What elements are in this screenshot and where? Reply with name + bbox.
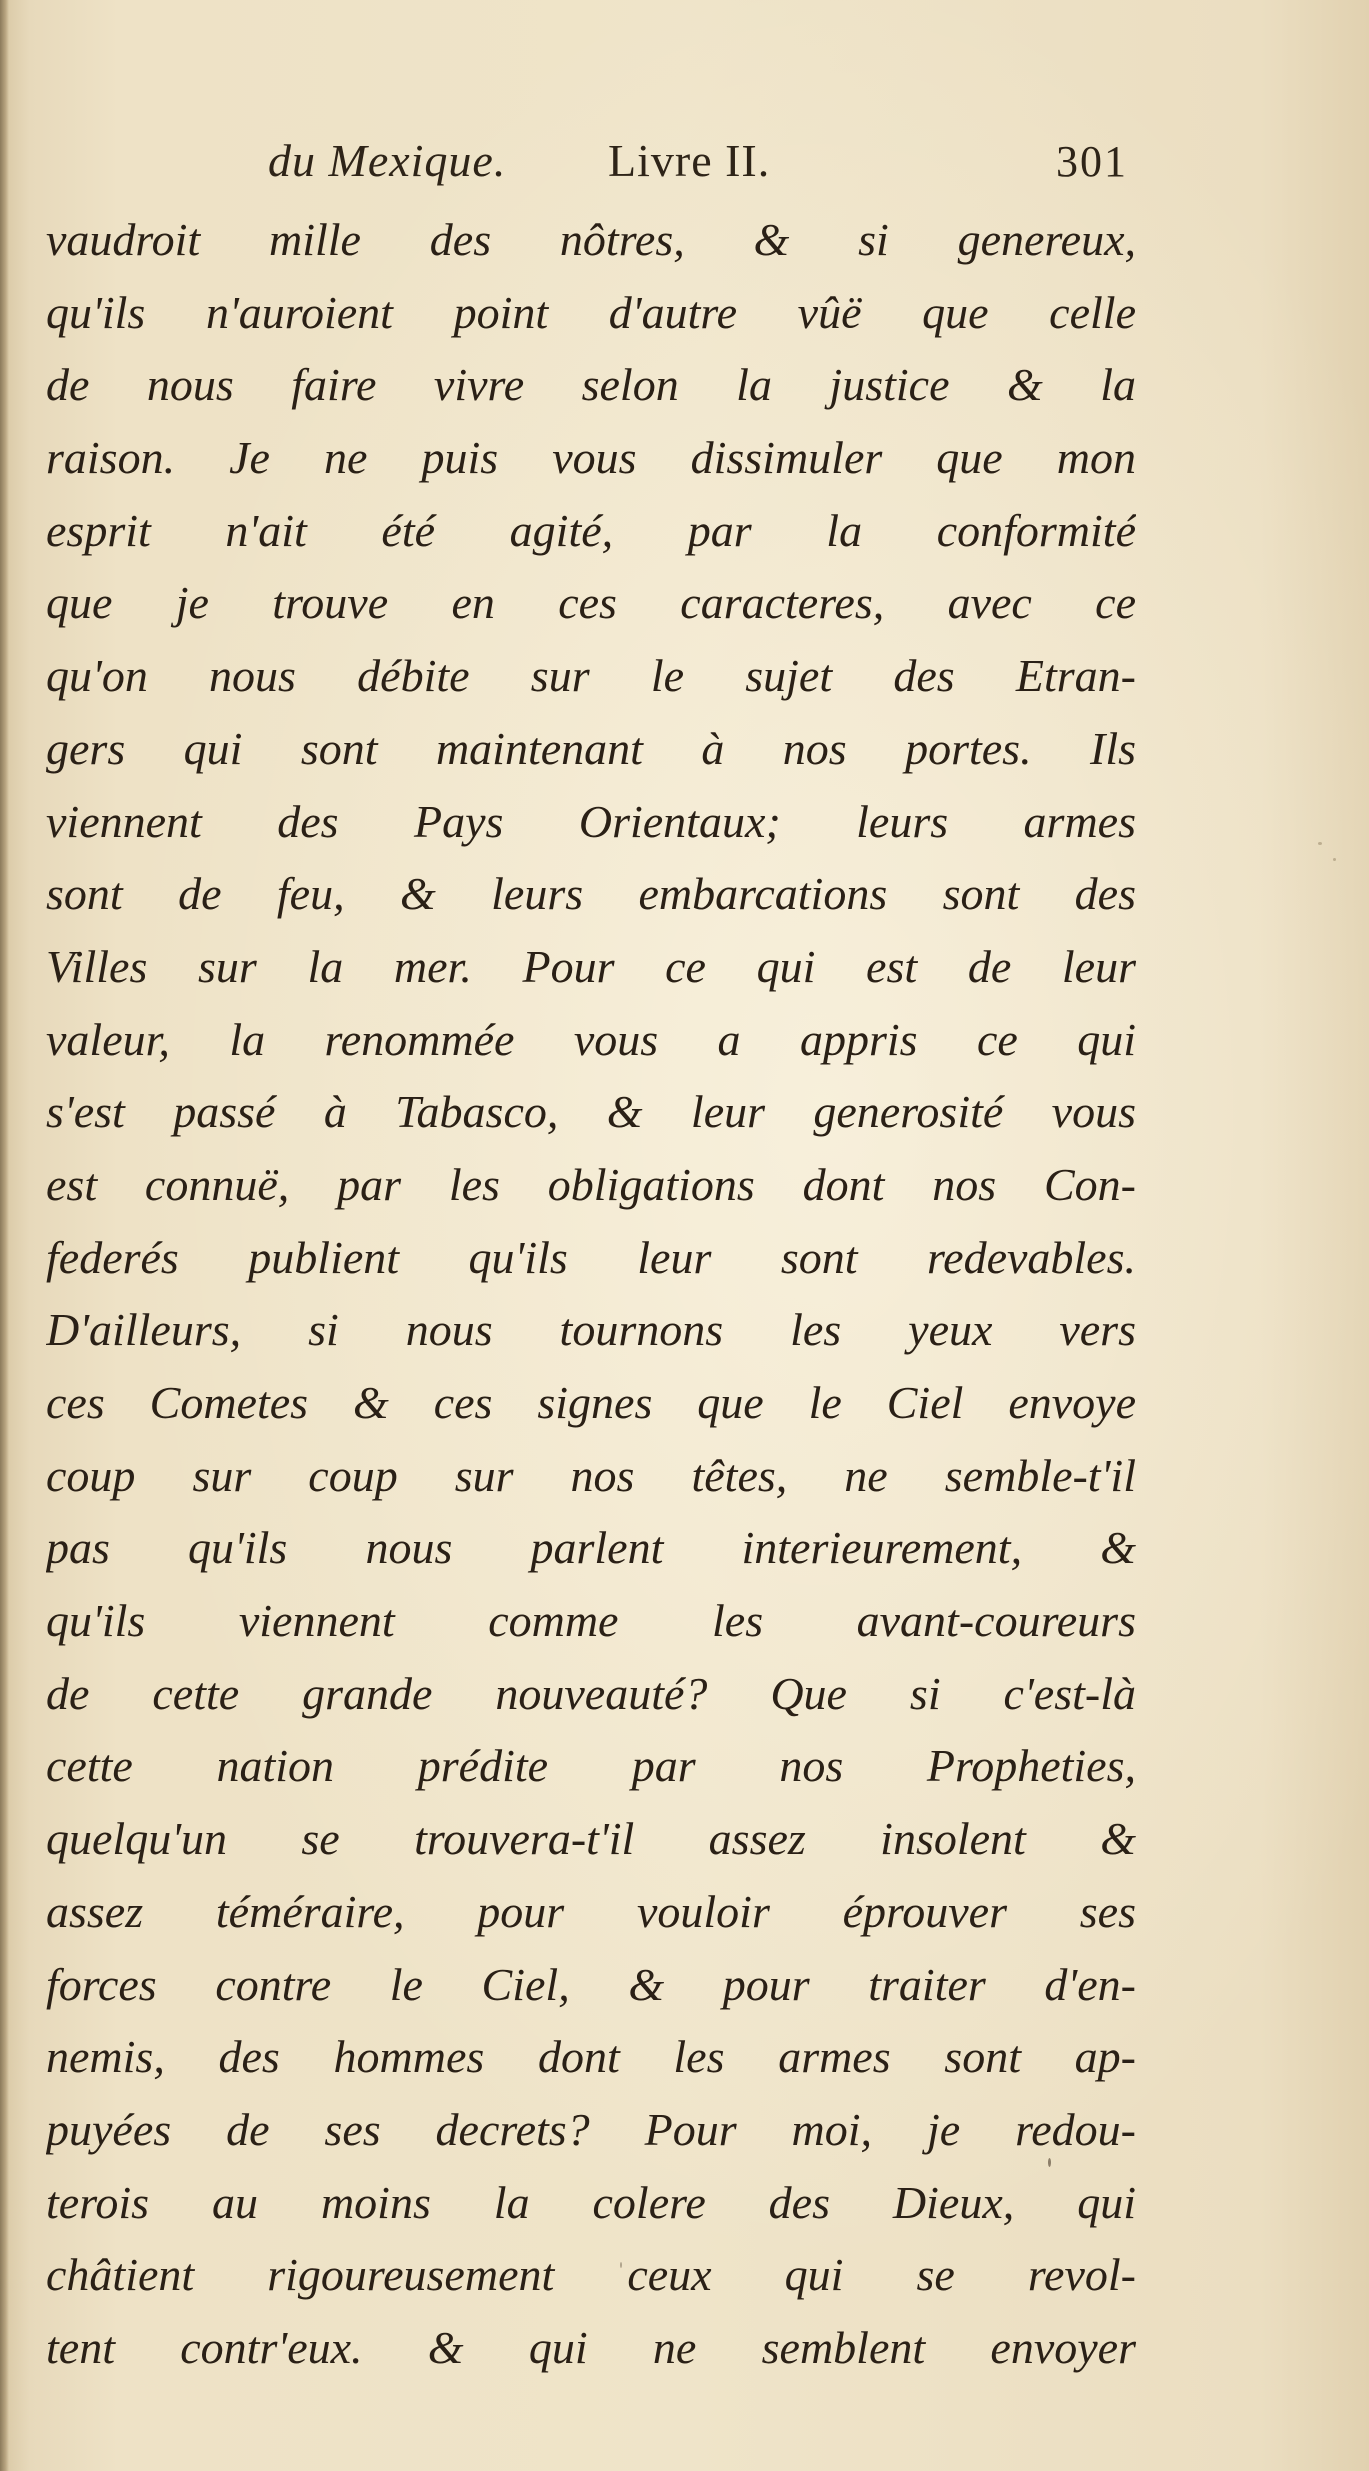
text-line: qu'ils n'auroient point d'autre vûë que celle — [46, 286, 1136, 338]
book-label: Livre II. — [608, 135, 771, 186]
body-text — [46, 204, 1136, 2385]
text-line: qu'ils viennent comme les avant-coureurs — [46, 1595, 1136, 1647]
text-line: esprit n'ait été agité, par la conformité — [46, 504, 1136, 556]
text-line: forces contre le Ciel, & pour traiter d'en- — [46, 1958, 1136, 2010]
text-line: Villes sur la mer. Pour ce qui est de leur — [46, 940, 1136, 992]
text-line: que je trouve en ces caracteres, avec ce — [46, 577, 1136, 629]
text-line: châtient rigoureusement ceux qui se revol- — [46, 2249, 1136, 2301]
text-line: gers qui sont maintenant à nos portes. Ils — [46, 722, 1136, 774]
text-line: valeur, la renommée vous a appris ce qui — [46, 1013, 1136, 1065]
text-line: coup sur coup sur nos têtes, ne semble-t'il — [46, 1449, 1136, 1501]
text-line: qu'on nous débite sur le sujet des Etran- — [46, 650, 1136, 702]
text-line: s'est passé à Tabasco, & leur generosité vous — [46, 1086, 1136, 1138]
text-line: terois au moins la colere des Dieux, qui — [46, 2176, 1136, 2228]
text-line: ces Cometes & ces signes que le Ciel envoye — [46, 1377, 1136, 1428]
text-line: de nous faire vivre selon la justice & la — [46, 359, 1136, 411]
text-line: quelqu'un se trouvera-t'il assez insolent & — [46, 1813, 1136, 1865]
text-line: sont de feu, & leurs embarcations sont des — [46, 868, 1136, 920]
text-line: de cette grande nouveauté? Que si c'est-là — [46, 1667, 1136, 1719]
text-line: federés publient qu'ils leur sont redevables. — [46, 1231, 1136, 1283]
text-line: vaudroit mille des nôtres, & si genereux, — [46, 214, 1136, 265]
text-line: pas qu'ils nous parlent interieurement, & — [46, 1522, 1136, 1574]
running-title: du Mexique. — [268, 135, 507, 186]
text-line: tent contr'eux. & qui ne semblent envoyer — [46, 2321, 1136, 2373]
text-line: est connuë, par les obligations dont nos Con- — [46, 1158, 1136, 1210]
page-number: 301 — [1056, 137, 1128, 186]
text-line: puyées de ses decrets? Pour moi, je redou- — [46, 2103, 1136, 2155]
page-gutter-edge — [0, 0, 9, 2471]
paper-speck — [1318, 842, 1322, 845]
text-line: viennent des Pays Orientaux; leurs armes — [46, 795, 1136, 847]
text-line: nemis, des hommes dont les armes sont ap- — [46, 2031, 1136, 2083]
text-line: assez téméraire, pour vouloir éprouver ses — [46, 1885, 1136, 1937]
text-line: cette nation prédite par nos Propheties, — [46, 1740, 1136, 1792]
text-line: D'ailleurs, si nous tournons les yeux vers — [46, 1304, 1136, 1356]
paper-speck — [1333, 858, 1336, 861]
text-line: raison. Je ne puis vous dissimuler que mon — [46, 432, 1136, 484]
running-header — [268, 134, 1128, 198]
